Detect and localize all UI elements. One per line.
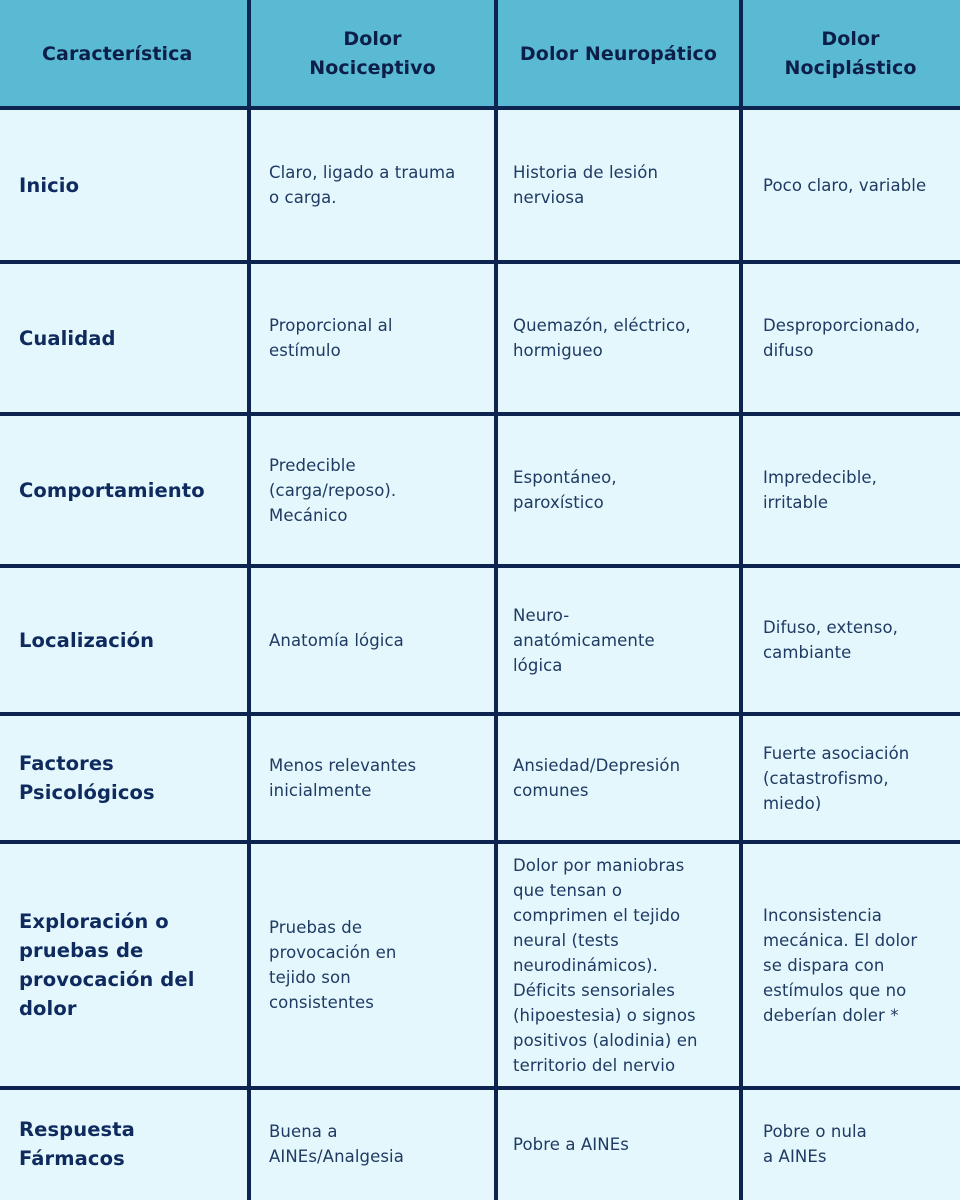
- row-label-inicio: Inicio: [19, 173, 80, 197]
- row-label-localizacion: Localización: [19, 628, 155, 652]
- row-label-comportamiento: Comportamiento: [19, 478, 205, 502]
- cell-cualidad-nociplastico: Desproporcionado, difuso: [763, 316, 921, 360]
- cell-factores-nociplastico: Fuerte asociación (catastrofismo, miedo): [763, 743, 910, 813]
- header-caracteristica: Característica: [0, 0, 249, 108]
- cell-cualidad-neuropatico: Quemazón, eléctrico, hormigueo: [513, 316, 691, 360]
- row-label-respuesta-farmacos: Respuesta Fármacos: [19, 1118, 135, 1170]
- cell-factores-neuropatico: Ansiedad/Depresión comunes: [513, 756, 681, 800]
- row-divider: [0, 712, 960, 716]
- column-divider: [247, 0, 251, 1200]
- row-divider: [0, 106, 960, 110]
- header-neuropatico: Dolor Neuropático: [496, 0, 741, 108]
- cell-exploracion-neuropatico: Dolor por maniobras que tensan o comprimen el tejido neural (tests neurodinámicos). Déficits sensoriales (hipoestesia) o signos positivos (alodinia) en territorio del nervio: [513, 855, 698, 1075]
- column-divider: [494, 0, 498, 1200]
- header-nociceptivo: Dolor Nociceptivo: [249, 0, 496, 108]
- cell-cualidad-nociceptivo: Proporcional al estímulo: [269, 316, 393, 360]
- row-label-exploracion: Exploración o pruebas de provocación del dolor: [19, 910, 195, 1020]
- cell-localizacion-nociplastico: Difuso, extenso, cambiante: [763, 618, 898, 662]
- row-divider: [0, 412, 960, 416]
- cell-exploracion-nociceptivo: Pruebas de provocación en tejido son consistentes: [269, 918, 397, 1012]
- cell-exploracion-nociplastico: Inconsistencia mecánica. El dolor se dispara con estímulos que no deberían doler *: [763, 905, 918, 1025]
- cell-farmacos-neuropatico: Pobre a AINEs: [513, 1134, 629, 1154]
- cell-localizacion-nociceptivo: Anatomía lógica: [269, 630, 404, 650]
- row-divider: [0, 260, 960, 264]
- cell-comportamiento-nociplastico: Impredecible, irritable: [763, 468, 878, 512]
- cell-inicio-nociceptivo: Claro, ligado a trauma o carga.: [269, 163, 456, 207]
- cell-comportamiento-neuropatico: Espontáneo, paroxístico: [513, 468, 617, 512]
- cell-inicio-nociplastico: Poco claro, variable: [763, 175, 927, 195]
- row-label-cualidad: Cualidad: [19, 326, 116, 350]
- cell-farmacos-nociplastico: Pobre o nula a AINEs: [763, 1122, 867, 1166]
- cell-localizacion-neuropatico: Neuro- anatómicamente lógica: [513, 605, 655, 675]
- column-divider: [739, 0, 743, 1200]
- row-divider: [0, 1086, 960, 1090]
- cell-inicio-neuropatico: Historia de lesión nerviosa: [513, 163, 659, 207]
- cell-factores-nociceptivo: Menos relevantes inicialmente: [269, 756, 417, 800]
- header-nociplastico: Dolor Nociplástico: [741, 0, 960, 108]
- row-divider: [0, 564, 960, 568]
- row-label-factores-psicologicos: Factores Psicológicos: [19, 752, 155, 804]
- cell-farmacos-nociceptivo: Buena a AINEs/Analgesia: [269, 1122, 404, 1166]
- row-divider: [0, 840, 960, 844]
- cell-comportamiento-nociceptivo: Predecible (carga/reposo). Mecánico: [269, 455, 397, 525]
